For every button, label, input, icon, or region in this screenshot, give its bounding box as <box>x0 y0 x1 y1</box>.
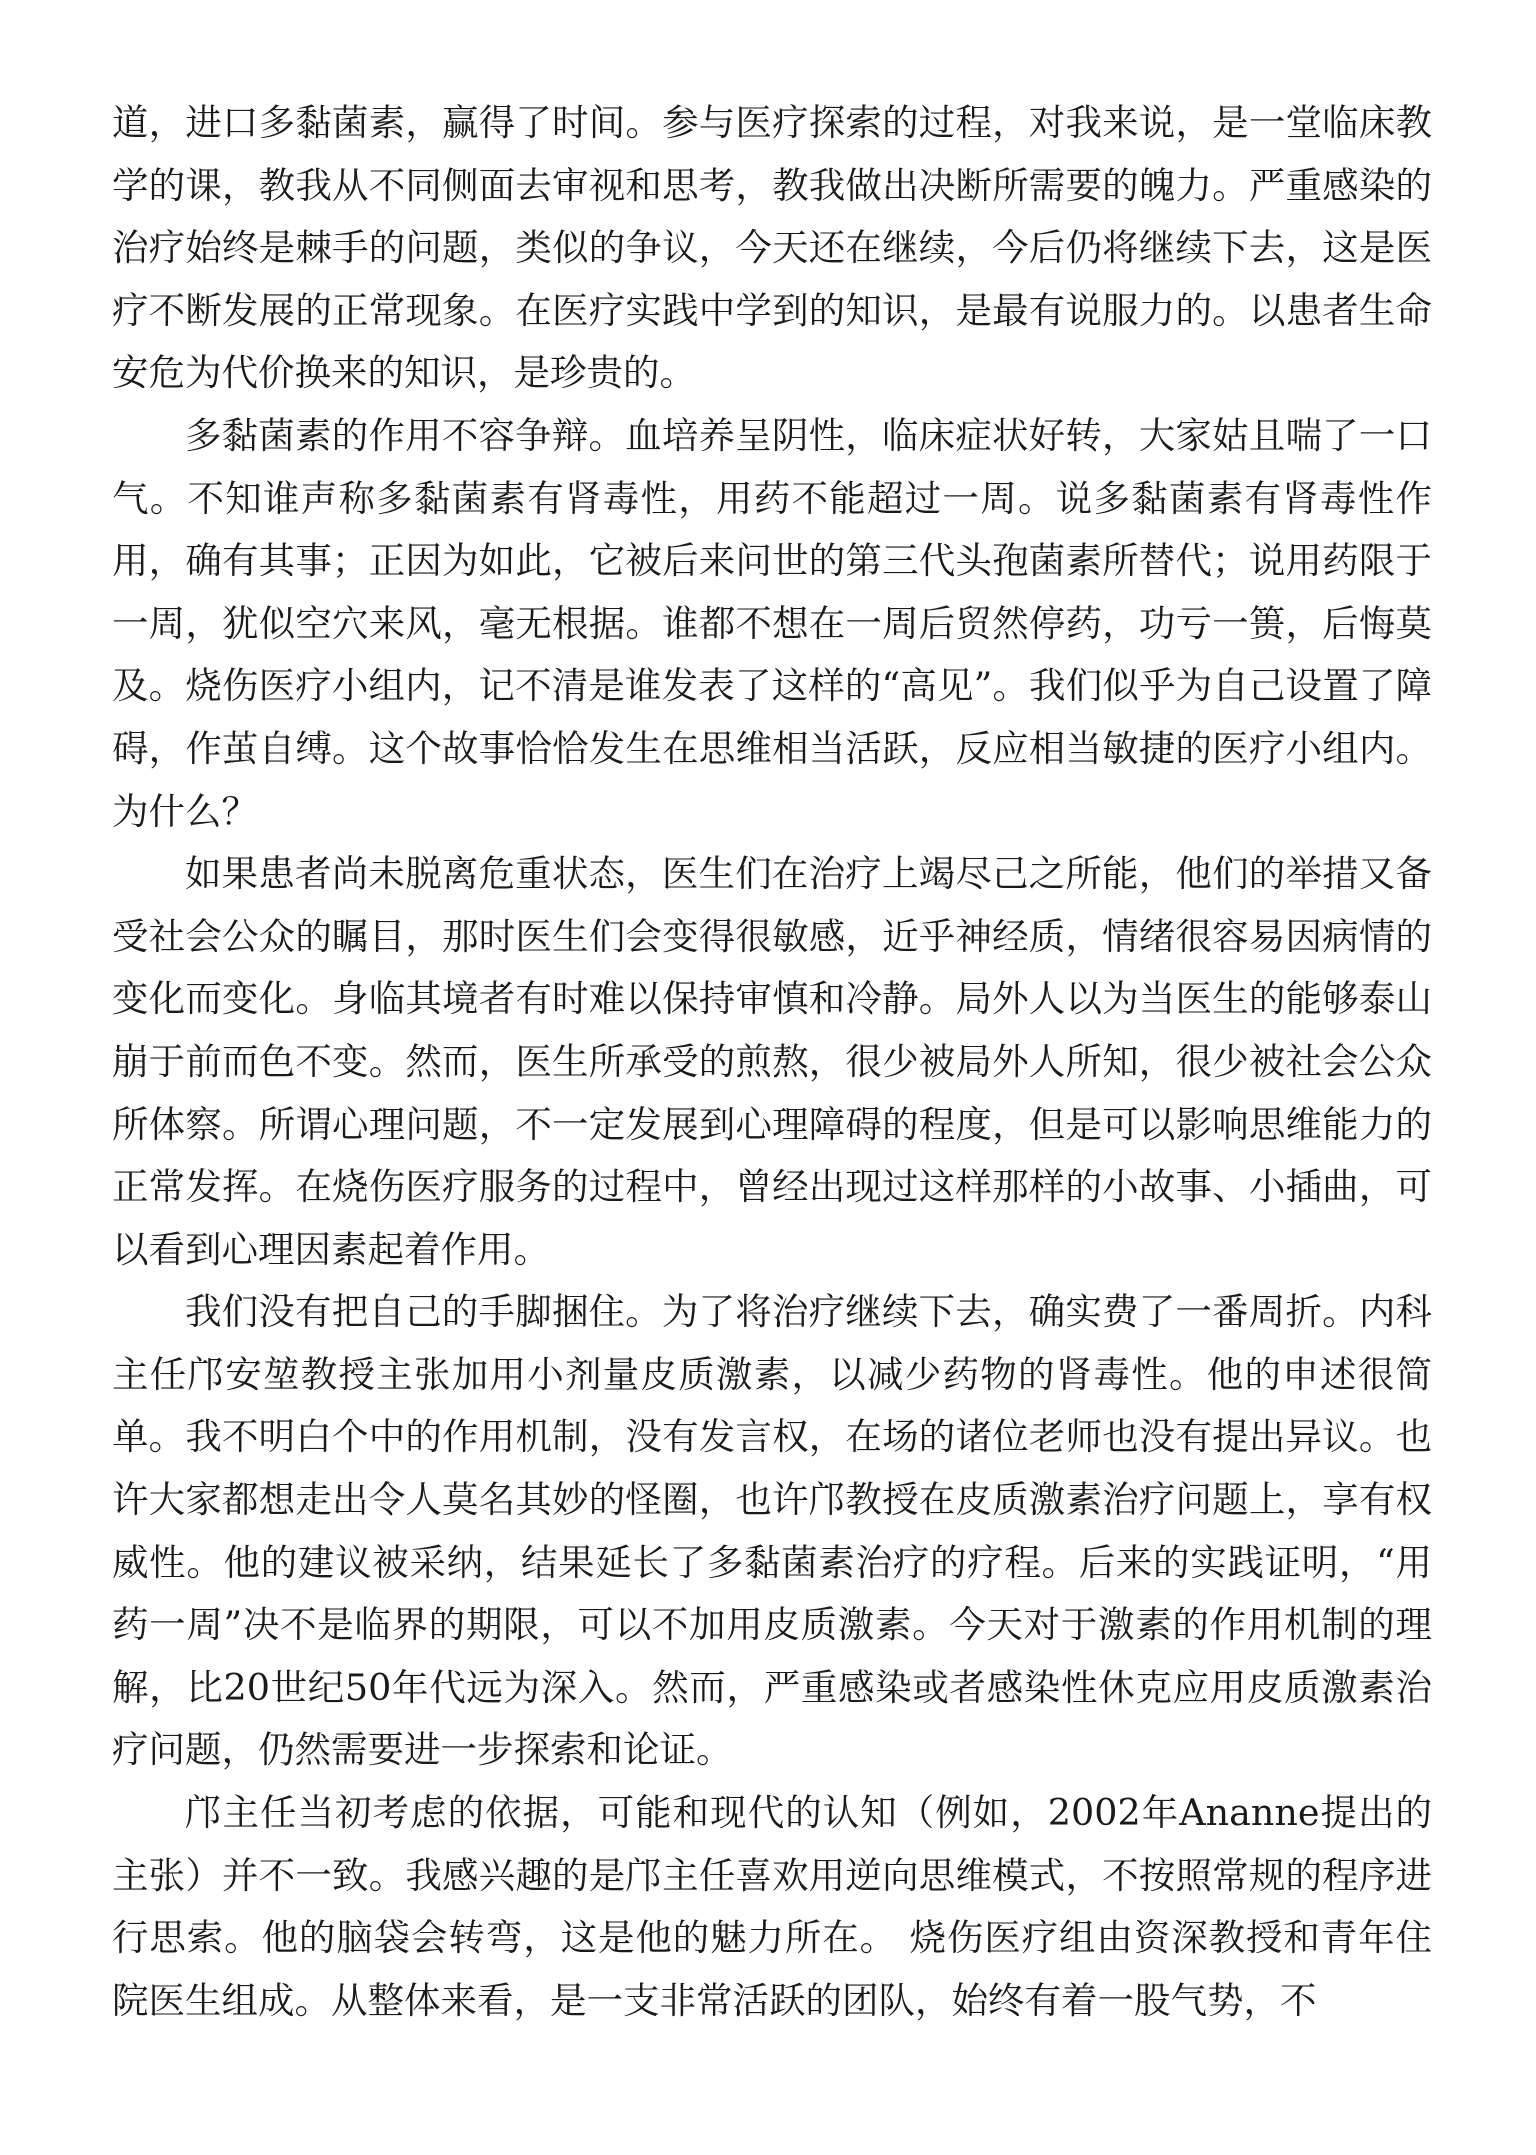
paragraph-1: 道，进口多黏菌素，赢得了时间。参与医疗探索的过程，对我来说，是一堂临床教学的课，教我从不同侧面去审视和思考，教我做出决断所需要的魄力。严重感染的治疗始终是棘手的问题，类似的争议，今天还在继续，今后仍将继续下去，这是医疗不断发展的正常现象。在医疗实践中学到的知识，是最有说服力的。以患者生命安危为代价换来的知识，是珍贵的。 <box>112 101 1432 395</box>
paragraph-3: 如果患者尚未脱离危重状态，医生们在治疗上竭尽己之所能，他们的举措又备受社会公众的瞩目，那时医生们会变得很敏感，近乎神经质，情绪很容易因病情的变化而变化。身临其境者有时难以保持审慎和冷静。局外人以为当医生的能够泰山崩于前而色不变。然而，医生所承受的煎熬，很少被局外人所知，很少被社会公众所体察。所谓心理问题，不一定发展到心理障碍的程度，但是可以影响思维能力的正常发挥。在烧伤医疗服务的过程中，曾经出现过这样那样的小故事、小插曲，可以看到心理因素起着作用。 <box>112 852 1432 1271</box>
paragraph-2: 多黏菌素的作用不容争辩。血培养呈阴性，临床症状好转，大家姑且喘了一口气。不知谁声称多黏菌素有肾毒性，用药不能超过一周。说多黏菌素有肾毒性作用，确有其事；正因为如此，它被后来问世的第三代头孢菌素所替代；说用药限于一周，犹似空穴来风，毫无根据。谁都不想在一周后贸然停药，功亏一篑，后悔莫及。烧伤医疗小组内，记不清是谁发表了这样的“高见”。我们似乎为自己设置了障碍，作茧自缚。这个故事恰恰发生在思维相当活跃，反应相当敏捷的医疗小组内。为什么？ <box>112 413 1432 833</box>
paragraph-5: 邝主任当初考虑的依据，可能和现代的认知（例如，2002年Ananne提出的主张）并不一致。我感兴趣的是邝主任喜欢用逆向思维模式，不按照常规的程序进行思索。他的脑袋会转弯，这是他的魅力所在。 烧伤医疗组由资深教授和青年住院医生组成。从整体来看，是一支非常活跃的团队，始终有着一股气势，不 <box>112 1791 1432 2022</box>
paragraph-4: 我们没有把自己的手脚捆住。为了将治疗继续下去，确实费了一番周折。内科主任邝安堃教授主张加用小剂量皮质激素，以减少药物的肾毒性。他的申述很简单。我不明白个中的作用机制，没有发言权，在场的诸位老师也没有提出异议。也许大家都想走出令人莫名其妙的怪圈，也许邝教授在皮质激素治疗问题上，享有权威性。他的建议被采纳，结果延长了多黏菌素治疗的疗程。后来的实践证明，“用药一周”决不是临界的期限，可以不加用皮质激素。今天对于激素的作用机制的理解，比20世纪50年代远为深入。然而，严重感染或者感染性休克应用皮质激素治疗问题，仍然需要进一步探索和论证。 <box>112 1290 1432 1772</box>
document-page <box>112 92 1432 2032</box>
